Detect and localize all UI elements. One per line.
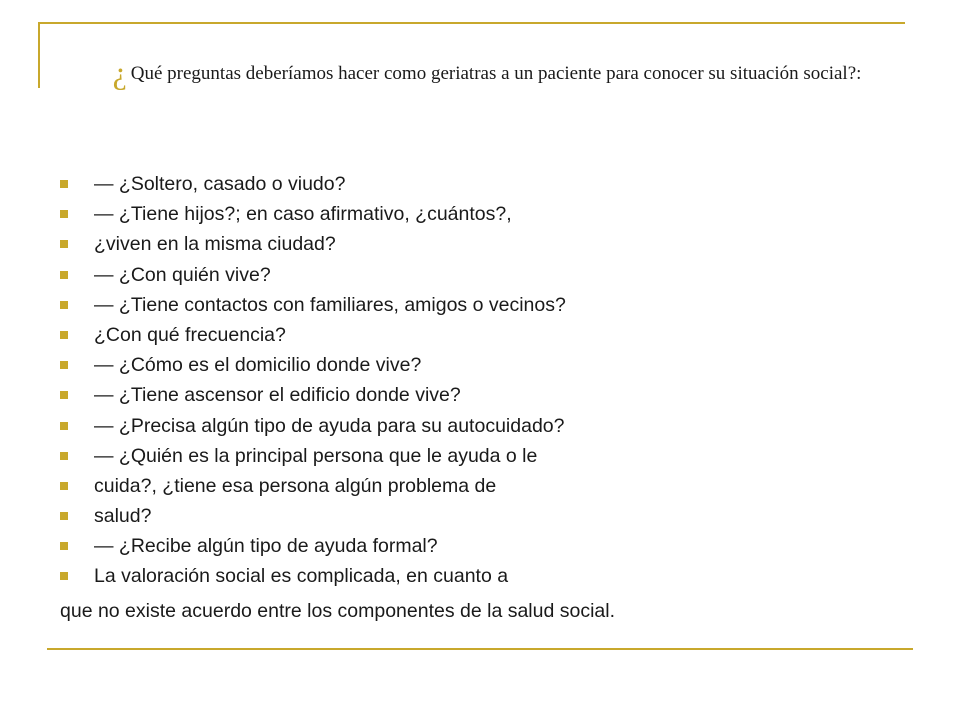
bullet-square-icon — [60, 542, 68, 550]
bullet-square-icon — [60, 331, 68, 339]
list-item: — ¿Quién es la principal persona que le ayuda o le — [60, 441, 930, 471]
list-item: — ¿Con quién vive? — [60, 260, 930, 290]
trailing-text: que no existe acuerdo entre los componentes de la salud social. — [60, 600, 616, 622]
bottom-divider — [47, 648, 913, 650]
bullet-square-icon — [60, 271, 68, 279]
left-divider — [38, 22, 40, 88]
list-item: — ¿Tiene hijos?; en caso afirmativo, ¿cuántos?, — [60, 199, 930, 229]
list-item: salud? — [60, 501, 930, 531]
top-divider — [38, 22, 905, 24]
list-item: — ¿Soltero, casado o viudo? — [60, 169, 930, 199]
bullet-square-icon — [60, 452, 68, 460]
bullet-square-icon — [60, 361, 68, 369]
bullet-square-icon — [60, 512, 68, 520]
bullet-square-icon — [60, 301, 68, 309]
list-item: — ¿Tiene contactos con familiares, amigos o vecinos? — [60, 290, 930, 320]
bullet-square-icon — [60, 240, 68, 248]
bullet-square-icon — [60, 180, 68, 188]
title-text: Qué preguntas deberíamos hacer como geriatras a un paciente para conocer su situación social?: — [130, 63, 862, 84]
bullet-square-icon — [60, 482, 68, 490]
bullet-list — [60, 169, 930, 592]
list-item: ¿Con qué frecuencia? — [60, 320, 930, 350]
title-question-mark: ¿ — [112, 54, 127, 90]
bullet-square-icon — [60, 572, 68, 580]
list-item: La valoración social es complicada, en cuanto a — [60, 561, 930, 591]
bullet-square-icon — [60, 210, 68, 218]
list-item: — ¿Precisa algún tipo de ayuda para su autocuidado? — [60, 411, 930, 441]
list-item: — ¿Cómo es el domicilio donde vive? — [60, 350, 930, 380]
list-item: ¿viven en la misma ciudad? — [60, 229, 930, 259]
bullet-square-icon — [60, 391, 68, 399]
slide-title — [57, 52, 917, 94]
list-item: — ¿Recibe algún tipo de ayuda formal? — [60, 531, 930, 561]
bullet-square-icon — [60, 422, 68, 430]
list-item: cuida?, ¿tiene esa persona algún problema de — [60, 471, 930, 501]
list-item: — ¿Tiene ascensor el edificio donde vive? — [60, 380, 930, 410]
